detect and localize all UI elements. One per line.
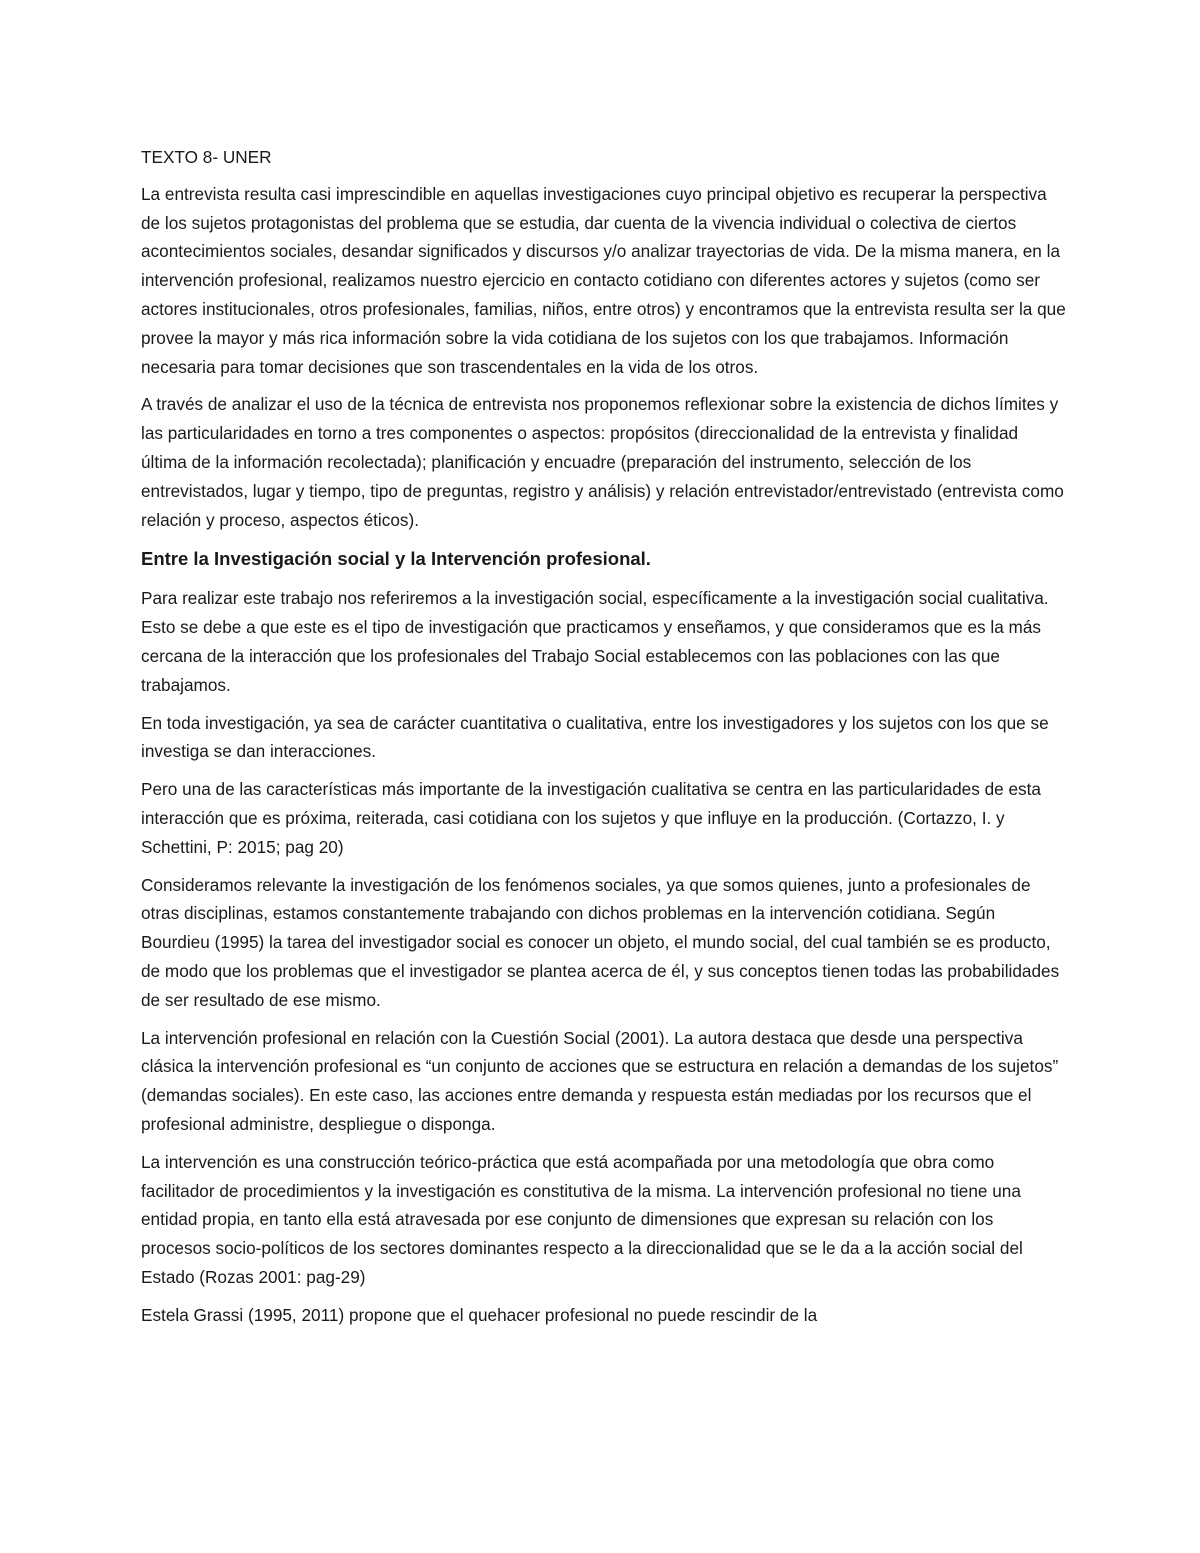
paragraph-section-2: En toda investigación, ya sea de carácter cuantitativa o cualitativa, entre los investigadores y los sujetos con los que se investiga se dan interacciones.	[141, 712, 1049, 762]
paragraph-section-5: La intervención profesional en relación con la Cuestión Social (2001). La autora destaca que desde una perspectiva clásica la intervención profesional es “un conjunto de acciones que se estructura en relación a demandas de los sujetos” (demandas sociales). En este caso, las acciones entre demanda y respuesta están mediadas por los recursos que el profesional administre, despliegue o disponga.	[141, 1027, 1059, 1134]
paragraph-section-7: Estela Grassi (1995, 2011) propone que el quehacer profesional no puede rescindir de la	[141, 1304, 818, 1325]
section-heading: Entre la Investigación social y la Intervención profesional.	[141, 548, 651, 570]
document-title: TEXTO 8- UNER	[141, 147, 272, 167]
paragraph-section-4: Consideramos relevante la investigación de los fenómenos sociales, ya que somos quienes, junto a profesionales de otras disciplinas, estamos constantemente trabajando con dichos problemas en la intervención cotidiana. Según Bourdieu (1995) la tarea del investigador social es conocer un objeto, el mundo social, del cual también se es producto, de modo que los problemas que el investigador se plantea acerca de él, y sus conceptos tienen todas las probabilidades de ser resultado de ese mismo.	[141, 874, 1060, 1010]
document-body	[141, 143, 1066, 1338]
paragraph-section-1: Para realizar este trabajo nos referiremos a la investigación social, específicamente a la investigación social cualitativa. Esto se debe a que este es el tipo de investigación que practicamos y enseñamos, y que consideramos que es la más cercana de la interacción que los profesionales del Trabajo Social establecemos con las poblaciones con las que trabajamos.	[141, 588, 1049, 695]
paragraph-intro-1: La entrevista resulta casi imprescindible en aquellas investigaciones cuyo principal objetivo es recuperar la perspectiva de los sujetos protagonistas del problema que se estudia, dar cuenta de la vivencia individual o colectiva de ciertos acontecimientos sociales, desandar significados y discursos y/o analizar trayectorias de vida. De la misma manera, en la intervención profesional, realizamos nuestro ejercicio en contacto cotidiano con diferentes actores y sujetos (como ser actores institucionales, otros profesionales, familias, niños, entre otros) y encontramos que la entrevista resulta ser la que provee la mayor y más rica información sobre la vida cotidiana de los sujetos con los que trabajamos. Información necesaria para tomar decisiones que son trascendentales en la vida de los otros.	[141, 183, 1066, 377]
paragraph-intro-2: A través de analizar el uso de la técnica de entrevista nos proponemos reflexionar sobre la existencia de dichos límites y las particularidades en torno a tres componentes o aspectos: propósitos (direccionalidad de la entrevista y finalidad última de la información recolectada); planificación y encuadre (preparación del instrumento, selección de los entrevistados, lugar y tiempo, tipo de preguntas, registro y análisis) y relación entrevistador/entrevistado (entrevista como relación y proceso, aspectos éticos).	[141, 394, 1064, 530]
paragraph-section-6: La intervención es una construcción teórico-práctica que está acompañada por una metodología que obra como facilitador de procedimientos y la investigación es constitutiva de la misma. La intervención profesional no tiene una entidad propia, en tanto ella está atravesada por ese conjunto de dimensiones que expresan su relación con los procesos socio-políticos de los sectores dominantes respecto a la direccionalidad que se le da a la acción social del Estado (Rozas 2001: pag-29)	[141, 1151, 1023, 1287]
paragraph-section-3: Pero una de las características más importante de la investigación cualitativa se centra en las particularidades de esta interacción que es próxima, reiterada, casi cotidiana con los sujetos y que influye en la producción. (Cortazzo, I. y Schettini, P: 2015; pag 20)	[141, 779, 1041, 857]
